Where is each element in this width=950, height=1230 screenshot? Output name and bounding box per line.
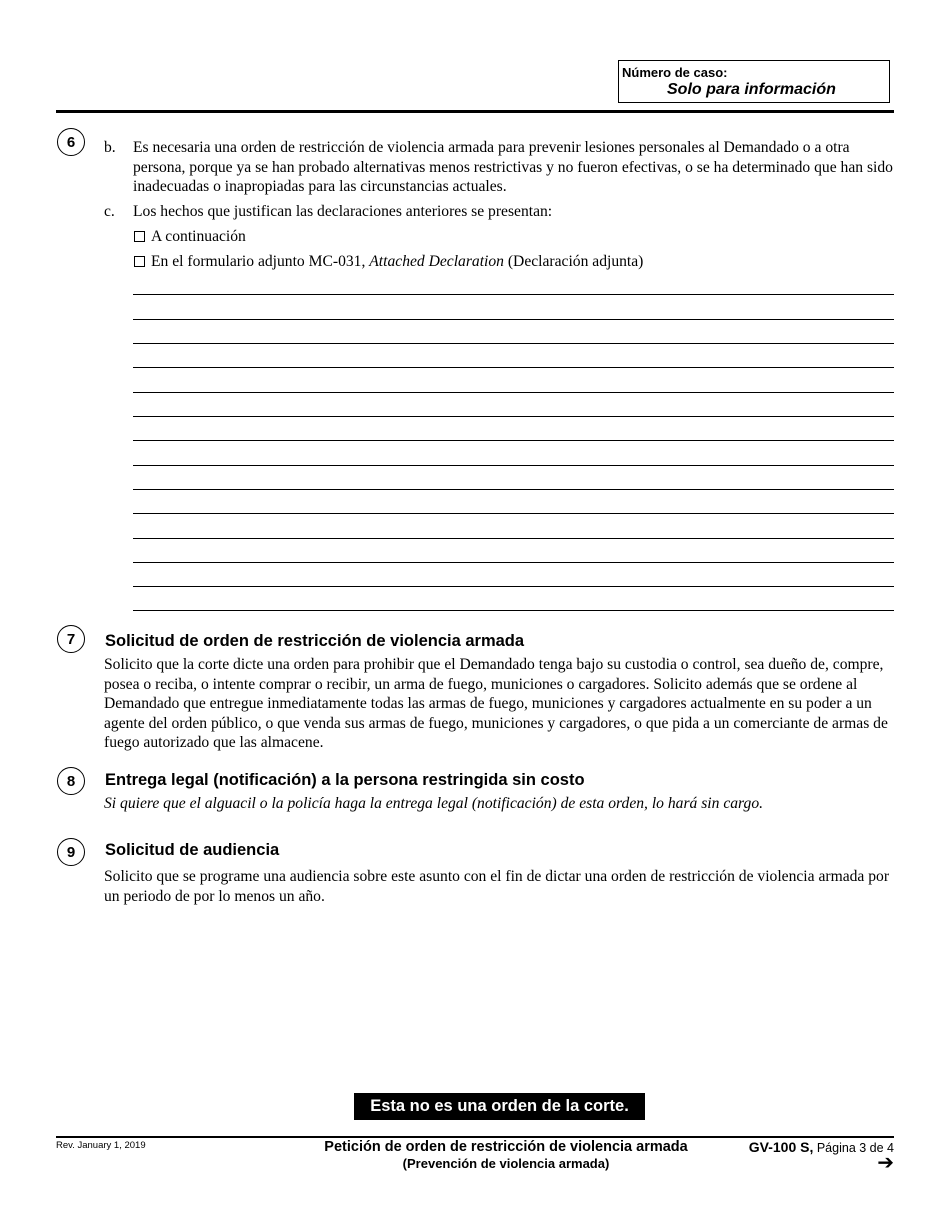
item-6c-marker: c. <box>104 203 115 220</box>
item-7-heading: Solicitud de orden de restricción de violencia armada <box>105 632 525 650</box>
writing-line[interactable] <box>133 513 894 514</box>
header-divider <box>56 110 894 113</box>
item-8-heading: Entrega legal (notificación) a la persona restringida sin costo <box>105 771 585 789</box>
writing-line[interactable] <box>133 538 894 539</box>
writing-line[interactable] <box>133 416 894 417</box>
writing-line[interactable] <box>133 367 894 368</box>
writing-line[interactable] <box>133 343 894 344</box>
footer-divider <box>56 1136 894 1138</box>
item-6b-marker: b. <box>104 139 116 156</box>
case-number-label: Número de caso: <box>622 65 728 80</box>
option-attached-prefix: En el formulario adjunto MC-031, <box>151 253 370 270</box>
writing-line[interactable] <box>133 319 894 320</box>
writing-line[interactable] <box>133 294 894 295</box>
not-court-order-notice: Esta no es una orden de la corte. <box>354 1093 645 1120</box>
item-9-heading: Solicitud de audiencia <box>105 841 280 859</box>
item-9-text: Solicito que se programe una audiencia sobre este asunto con el fin de dictar una orden de restricción de violencia armada por un periodo de por lo menos un año. <box>104 868 890 905</box>
writing-line[interactable] <box>133 586 894 587</box>
form-id: GV-100 S, <box>748 1139 814 1155</box>
writing-line[interactable] <box>133 392 894 393</box>
next-page-arrow-icon: ➔ <box>877 1150 894 1174</box>
writing-line[interactable] <box>133 610 894 611</box>
form-title-main: Petición de orden de restricción de violencia armada <box>324 1139 688 1155</box>
case-number-value: Solo para información <box>667 81 836 98</box>
writing-line[interactable] <box>133 489 894 490</box>
item-7-text: Solicito que la corte dicte una orden para prohibir que el Demandado tenga bajo su custodia o control, sea dueño de, compre, posea o reciba, o intente comprar o recibir, un arma de fuego, municiones o cargadores. Solicito además que se ordene al Demandado que entregue inmediatamente todas las armas de fuego, municiones y cargadores actualmente en su poder a un agente del orden público, o que venda sus armas de fuego, municiones y cargadores, o que pida a un comerciante de armas de fuego autorizado que las almacene. <box>104 656 888 752</box>
form-title <box>300 1139 712 1172</box>
form-title-sub: (Prevención de violencia armada) <box>402 1156 610 1171</box>
item-9-number: 9 <box>57 838 85 866</box>
page-number: Página 3 de 4 <box>813 1141 894 1155</box>
option-attached-checkbox[interactable] <box>134 256 145 267</box>
item-8-number: 8 <box>57 767 85 795</box>
revision-date: Rev. January 1, 2019 <box>56 1140 146 1151</box>
case-number-box <box>618 60 890 103</box>
item-6-number: 6 <box>57 128 85 156</box>
option-attached[interactable] <box>134 253 643 271</box>
writing-line[interactable] <box>133 440 894 441</box>
option-below-label: A continuación <box>151 228 246 245</box>
item-8-text: Si quiere que el alguacil o la policía haga la entrega legal (notificación) de esta orden, lo hará sin cargo. <box>104 795 764 812</box>
option-below-checkbox[interactable] <box>134 231 145 242</box>
item-7-number: 7 <box>57 625 85 653</box>
form-page-info <box>749 1139 894 1155</box>
item-6c-text: Los hechos que justifican las declaraciones anteriores se presentan: <box>133 203 553 220</box>
option-attached-suffix: (Declaración adjunta) <box>503 253 644 270</box>
item-6b-text: Es necesaria una orden de restricción de violencia armada para prevenir lesiones personales al Demandado o a otra persona, porque ya se han probado alternativas menos restrictivas y no fueron efectivas, o se ha determinado que han sido inadecuadas o inapropiadas para las circunstancias actuales. <box>133 139 893 196</box>
option-below[interactable] <box>134 228 246 246</box>
writing-line[interactable] <box>133 465 894 466</box>
option-attached-italic: Attached Declaration <box>369 253 504 270</box>
writing-line[interactable] <box>133 562 894 563</box>
